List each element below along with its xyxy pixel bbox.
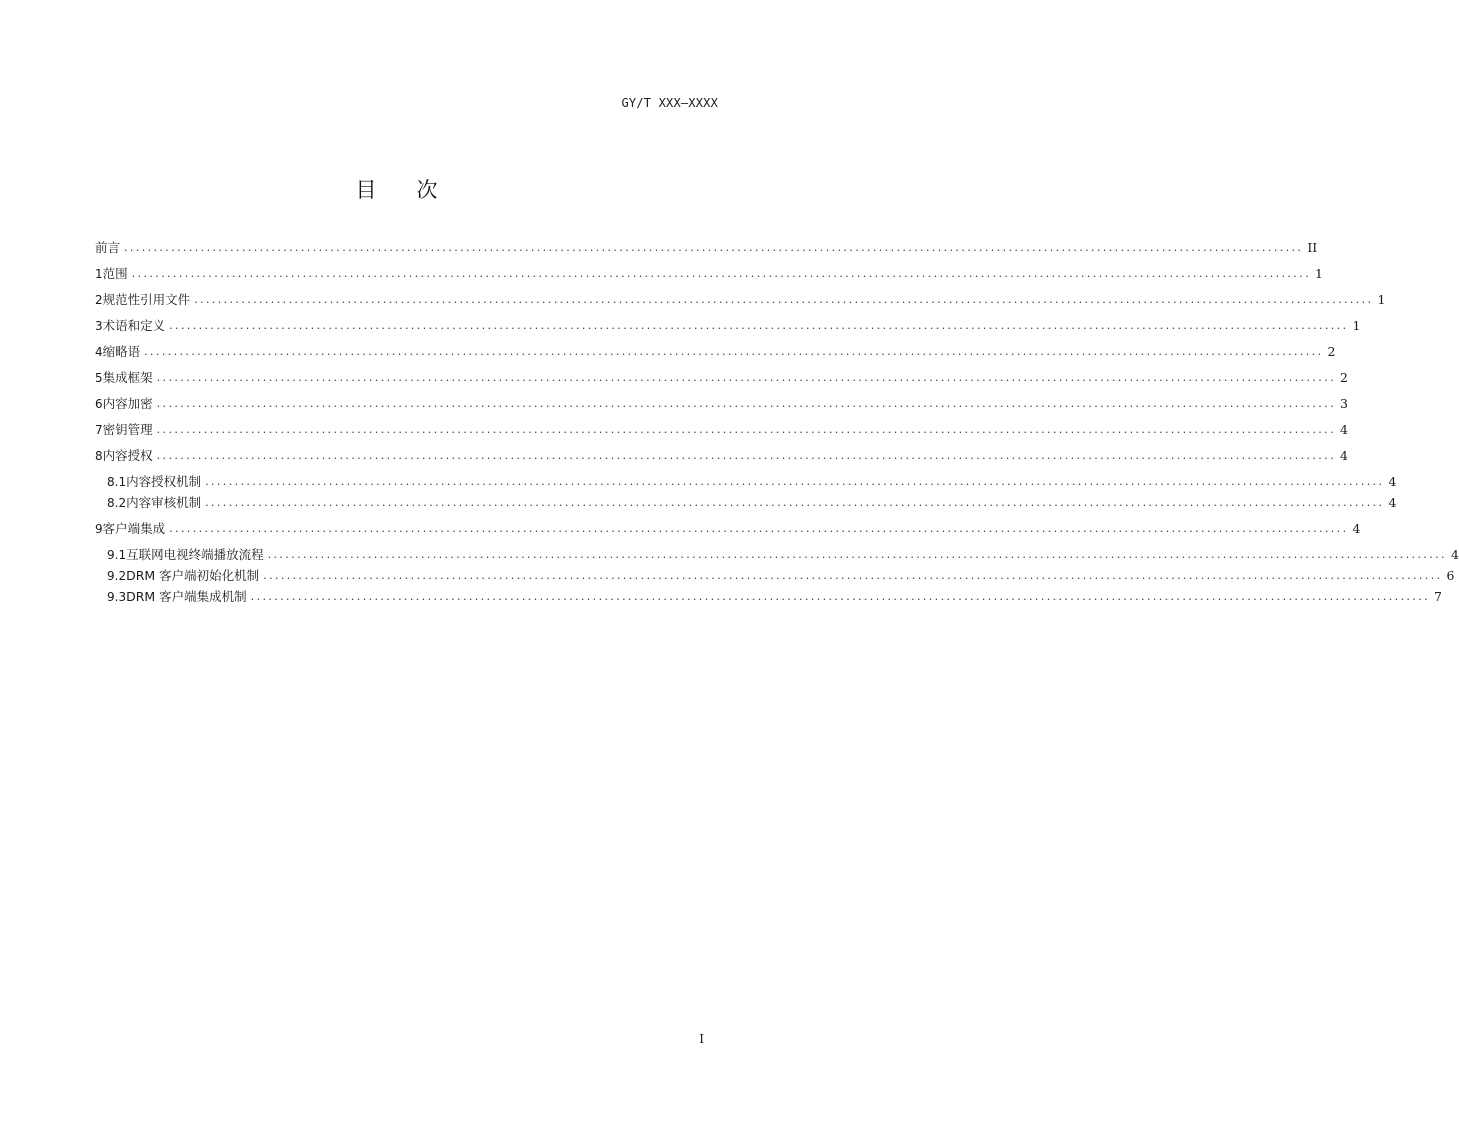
toc-entry[interactable] [95,493,1397,513]
toc-entry-page: 2 [1339,370,1348,385]
toc-entry-number: 7 [95,423,103,437]
toc-entry-label: 集成框架 [102,370,153,385]
toc-dot-leader: ........................................................................................................................................................................................................ [169,522,1349,535]
toc-dot-leader: ........................................................................................................................................................................................................ [144,345,1324,358]
toc-entry-number: 9.1 [107,548,127,562]
toc-entry-label: 规范性引用文件 [102,292,191,307]
toc-entry-number: 2 [95,293,103,307]
toc-dot-leader: ........................................................................................................................................................................................................ [194,293,1374,306]
toc-entry-label: 密钥管理 [102,422,153,437]
toc-dot-leader: ........................................................................................................................................................................................................ [156,371,1336,384]
toc-entry-number: 9 [95,522,103,536]
toc-dot-leader: ........................................................................................................................................................................................................ [267,548,1447,561]
toc-entry-number: 1 [95,267,103,281]
toc-entry-page: 3 [1339,396,1348,411]
toc-dot-leader: ........................................................................................................................................................................................................ [156,449,1336,462]
toc-entry-label: 术语和定义 [102,318,166,333]
toc-entry-number: 9.3 [107,590,127,604]
toc-entry-label: 范围 [102,266,128,281]
toc-entry-label: 前言 [95,240,121,255]
toc-entry-label: DRM 客户端初始化机制 [126,568,260,583]
toc-entry-label: 内容审核机制 [126,495,202,510]
toc-entry-page: 4 [1339,422,1348,437]
toc-entry-number: 8.2 [107,496,127,510]
toc-entry-number: 4 [95,345,103,359]
toc-entry-number: 8 [95,449,103,463]
toc-entry-label: 内容加密 [102,396,153,411]
toc-entry-number: 6 [95,397,103,411]
toc-dot-leader: ........................................................................................................................................................................................................ [205,475,1385,488]
toc-entry[interactable] [95,394,1348,414]
toc-entry[interactable] [95,472,1397,492]
toc-entry-label: 客户端集成 [102,521,166,536]
toc-entry[interactable] [95,342,1336,362]
toc-entry-page: 6 [1446,568,1455,583]
toc-entry-label: 缩略语 [102,344,141,359]
toc-entry[interactable] [95,566,1455,586]
toc-entry-page: 4 [1388,495,1397,510]
toc-entry-label: 内容授权机制 [126,474,202,489]
toc-entry-number: 5 [95,371,103,385]
toc-entry[interactable] [95,446,1348,466]
toc-entry-page: 1 [1377,292,1386,307]
toc-entry[interactable] [95,290,1386,310]
toc-dot-leader: ........................................................................................................................................................................................................ [205,496,1385,509]
toc-entry-page: 7 [1434,589,1442,604]
toc-dot-leader: ........................................................................................................................................................................................................ [156,397,1336,410]
toc-dot-leader: ........................................................................................................................................................................................................ [169,319,1349,332]
toc-dot-leader: ........................................................................................................................................................................................................ [250,590,1430,603]
toc-dot-leader: ........................................................................................................................................................................................................ [263,569,1443,582]
toc-entry-number: 9.2 [107,569,127,583]
document-code: GY/T XXX—XXXX [621,96,718,110]
toc-entry[interactable] [95,264,1323,284]
toc-entry-number: 3 [95,319,103,333]
footer-page-number: I [699,1032,704,1046]
toc-entry-page: 1 [1314,266,1323,281]
toc-dot-leader: ........................................................................................................................................................................................................ [124,241,1304,254]
toc-entry-label: 内容授权 [102,448,153,463]
toc-entry[interactable] [95,587,1442,607]
toc-entry[interactable] [95,316,1361,336]
toc-entry-page: 2 [1327,344,1336,359]
toc-entry[interactable] [95,368,1348,388]
toc-entry-page: 4 [1450,547,1459,562]
toc-dot-leader: ........................................................................................................................................................................................................ [156,423,1336,436]
toc-entry[interactable] [95,519,1361,539]
toc-dot-leader: ........................................................................................................................................................................................................ [131,267,1311,280]
toc-entry-page: 1 [1352,318,1361,333]
toc-entry[interactable] [95,420,1348,440]
toc-entry-label: 互联网电视终端播放流程 [126,547,264,562]
toc-entry-label: DRM 客户端集成机制 [126,589,247,604]
toc-entry-page: 4 [1352,521,1361,536]
toc-entry-page: II [1307,240,1318,255]
toc-entry[interactable] [95,238,1318,258]
toc-entry-page: 4 [1339,448,1348,463]
page-title: 目次 [355,178,478,202]
toc-entry[interactable] [95,545,1459,565]
toc-entry-page: 4 [1388,474,1397,489]
toc-entry-number: 8.1 [107,475,127,489]
